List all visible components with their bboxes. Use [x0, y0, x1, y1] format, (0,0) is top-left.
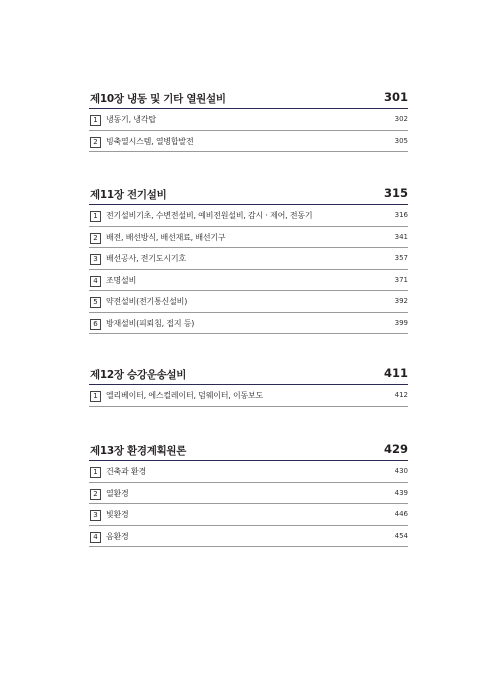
entry-page-number: 446	[394, 510, 408, 518]
toc-entry[interactable]	[89, 131, 408, 153]
entry-title[interactable]: 배전, 배선방식, 배선재료, 배선기구	[106, 232, 226, 242]
chapter-heading	[89, 367, 408, 385]
entry-number-box: 1	[90, 467, 101, 478]
toc-entry[interactable]	[89, 270, 408, 292]
entry-page-number: 430	[394, 467, 408, 475]
chapter-12	[89, 367, 408, 407]
toc-entry[interactable]	[89, 205, 408, 227]
entry-page-number: 412	[394, 391, 408, 399]
toc-entry[interactable]	[89, 504, 408, 526]
entry-number-box: 1	[90, 115, 101, 126]
chapter-heading	[89, 187, 408, 205]
entry-number-box: 6	[90, 319, 101, 330]
entry-page-number: 439	[394, 488, 408, 497]
entry-number-box: 2	[90, 233, 101, 244]
toc-entry[interactable]	[89, 291, 408, 313]
entry-title[interactable]: 음환경	[106, 531, 129, 541]
entry-page-number: 341	[394, 232, 408, 241]
chapter-title[interactable]: 제11장 전기설비	[90, 189, 167, 201]
toc-entry[interactable]	[89, 483, 408, 505]
entry-title[interactable]: 빙축열시스템, 열병합발전	[106, 136, 194, 146]
chapter-heading	[89, 91, 408, 109]
toc-entry[interactable]	[89, 461, 408, 483]
entry-page-number: 305	[394, 136, 408, 145]
entry-title[interactable]: 약전설비(전기통신설비)	[106, 297, 188, 306]
entry-title[interactable]: 열환경	[106, 488, 129, 498]
entry-title[interactable]: 조명설비	[106, 275, 137, 285]
entry-title[interactable]: 배선공사, 전기도시기호	[106, 254, 186, 263]
chapter-page-number: 315	[383, 186, 408, 200]
entry-number-box: 3	[90, 254, 101, 265]
chapter-10	[89, 91, 408, 152]
chapter-title[interactable]: 제12장 승강운송설비	[90, 369, 187, 381]
entry-page-number: 316	[394, 211, 408, 219]
chapter-title[interactable]: 제10장 냉동 및 기타 열원설비	[90, 93, 226, 105]
toc-entry[interactable]	[89, 248, 408, 270]
entry-title[interactable]: 전기설비기초, 수변전설비, 예비전원설비, 감시 · 제어, 전동기	[106, 211, 313, 220]
chapter-page-number: 429	[383, 442, 408, 456]
entry-page-number: 302	[394, 115, 408, 123]
entry-number-box: 2	[90, 137, 101, 148]
chapter-13	[89, 443, 408, 547]
toc-entry[interactable]	[89, 109, 408, 131]
entry-number-box: 4	[90, 532, 101, 543]
entry-number-box: 1	[90, 211, 101, 222]
entry-number-box: 4	[90, 276, 101, 287]
entry-title[interactable]: 방재설비(피뢰침, 접지 등)	[106, 318, 195, 328]
entry-number-box: 5	[90, 297, 101, 308]
entry-page-number: 454	[394, 531, 408, 540]
entry-number-box: 1	[90, 391, 101, 402]
entry-number-box: 3	[90, 510, 101, 521]
entry-page-number: 357	[394, 254, 408, 262]
entry-page-number: 371	[394, 275, 408, 284]
toc-entry[interactable]	[89, 227, 408, 249]
chapter-page-number: 301	[383, 90, 408, 104]
entry-title[interactable]: 건축과 환경	[106, 467, 146, 476]
toc-entry[interactable]	[89, 385, 408, 407]
chapter-11	[89, 187, 408, 334]
chapter-title[interactable]: 제13장 환경계획원론	[90, 445, 187, 457]
entry-page-number: 392	[394, 297, 408, 305]
toc-entry[interactable]	[89, 313, 408, 335]
entry-title[interactable]: 빛환경	[106, 510, 129, 519]
entry-title[interactable]: 냉동기, 냉각탑	[106, 115, 156, 124]
toc-entry[interactable]	[89, 526, 408, 548]
entry-page-number: 399	[394, 318, 408, 327]
entry-title[interactable]: 엘리베이터, 에스컬레이터, 덤웨이터, 이동보도	[106, 391, 264, 400]
chapter-heading	[89, 443, 408, 461]
chapter-page-number: 411	[383, 366, 408, 380]
entry-number-box: 2	[90, 489, 101, 500]
